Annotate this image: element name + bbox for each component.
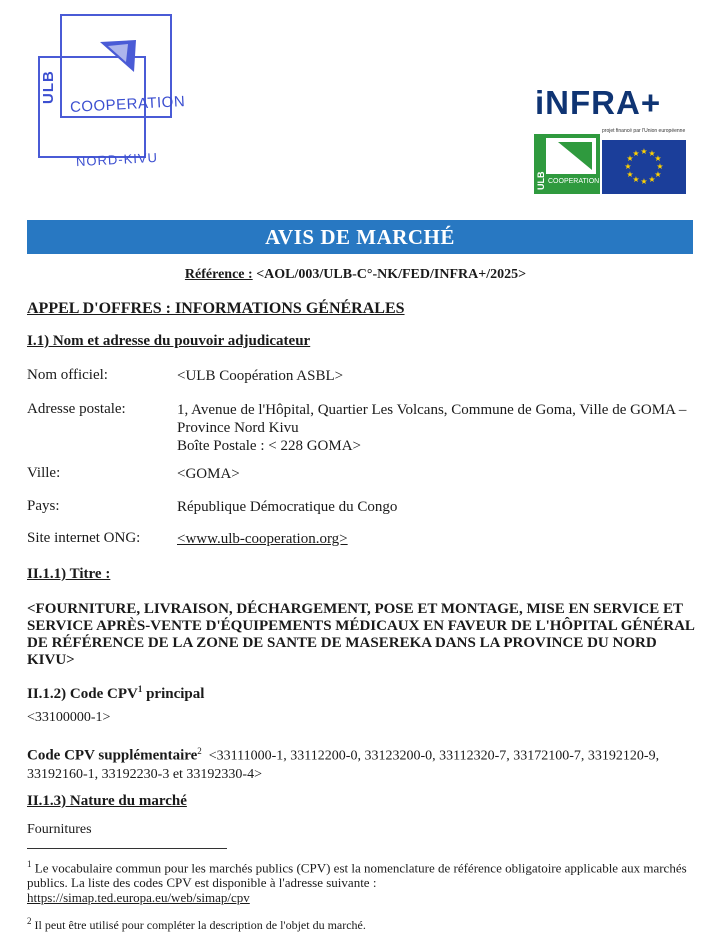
cpv-main-code: <33100000-1> — [27, 710, 111, 725]
stamp-cooperation-text: COOPERATION — [69, 92, 186, 117]
svg-text:★: ★ — [654, 154, 662, 163]
footnote-1-text: Le vocabulaire commun pour les marchés publics (CPV) est la nomenclature de référence obligatoire applicable aux marchés publics. La liste des codes CPV est disponible à l'adresse suivante : — [27, 860, 687, 891]
site-link[interactable]: <www.ulb-cooperation.org> — [177, 531, 348, 547]
footnote-2-text: Il peut être utilisé pour compléter la description de l'objet du marché. — [34, 918, 366, 932]
infra-plus-logo-graphic — [534, 128, 686, 194]
ulb-triangle-icon — [546, 138, 596, 174]
pays-value: République Démocratique du Congo — [177, 499, 398, 515]
svg-text:★: ★ — [656, 162, 664, 171]
stamp-triangle-icon — [98, 38, 138, 74]
adresse-label: Adresse postale: — [27, 401, 126, 417]
svg-text:★: ★ — [624, 162, 632, 171]
ulb-logo-ulb-text: ULB — [536, 171, 546, 190]
nature-value: Fournitures — [27, 822, 92, 837]
svg-text:★: ★ — [640, 177, 648, 186]
general-info-heading: APPEL D'OFFRES : INFORMATIONS GÉNÉRALES — [27, 300, 405, 317]
section-nature-heading: II.1.3) Nature du marché — [27, 793, 187, 809]
section-titre-heading: II.1.1) Titre : — [27, 566, 111, 582]
ulb-cooperation-stamp-logo — [34, 14, 184, 174]
footnote-2 — [27, 916, 697, 933]
cpv-heading-text: II.1.2) Code CPV — [27, 686, 138, 702]
reference-value: <AOL/003/ULB-C°-NK/FED/INFRA+/2025> — [256, 267, 527, 282]
nom-value: <ULB Coopération ASBL> — [177, 368, 344, 384]
stamp-region-text: NORD-KIVU — [75, 149, 159, 170]
svg-text:★: ★ — [654, 170, 662, 179]
cpv-footnote-ref-1: 1 — [137, 684, 143, 694]
field-nom-officiel — [27, 367, 697, 387]
field-site-internet — [27, 530, 697, 550]
nom-label: Nom officiel: — [27, 367, 108, 383]
stamp-ulb-text: ULB — [40, 70, 57, 104]
cpv-supp-label: Code CPV supplémentaire — [27, 747, 198, 764]
eu-stars-icon — [602, 140, 686, 194]
contract-title-text: <FOURNITURE, LIVRAISON, DÉCHARGEMENT, POSE ET MONTAGE, MISE EN SERVICE ET SERVICE APRÈS-VENTE D'ÉQUIPEMENTS MÉDICAUX EN FAVEUR DE L'HÔPITAL GÉNÉRAL DE RÉFÉRENCE DE LA ZONE DE SANTE DE MASEREKA DANS LA PROVINCE DU NORD KIVU> — [27, 601, 695, 668]
svg-text:★: ★ — [626, 154, 634, 163]
ville-label: Ville: — [27, 465, 61, 481]
svg-text:★: ★ — [632, 175, 640, 184]
footnote-separator — [27, 848, 227, 849]
notice-title-banner: AVIS DE MARCHÉ — [27, 220, 693, 254]
svg-text:★: ★ — [640, 147, 648, 156]
reference-label: Référence : — [184, 267, 253, 282]
ulb-logo-window — [546, 138, 596, 174]
svg-text:★: ★ — [632, 149, 640, 158]
adresse-line-1: 1, Avenue de l'Hôpital, Quartier Les Volcans, Commune de Goma, Ville de GOMA – Province Nord Kivu — [177, 402, 687, 436]
cpv-supplementary — [27, 742, 702, 784]
section-cpv-heading — [27, 684, 204, 703]
adresse-value — [177, 401, 697, 455]
field-adresse-postale — [27, 401, 697, 457]
cpv-heading-tail: principal — [142, 686, 205, 702]
eu-flag-icon — [602, 140, 686, 194]
section-1-1-heading: I.1) Nom et adresse du pouvoir adjudicateur — [27, 333, 311, 349]
reference-line — [0, 267, 711, 283]
svg-text:★: ★ — [626, 170, 634, 179]
field-ville — [27, 465, 697, 485]
svg-text:★: ★ — [648, 149, 656, 158]
adresse-line-2: Boîte Postale : < 228 GOMA> — [177, 438, 361, 454]
cpv-footnote-ref-2: 2 — [197, 746, 202, 756]
infra-plus-logo-title: iNFRA+ — [535, 84, 662, 121]
cpv-supp-codes: <33111000-1, 33112200-0, 33123200-0, 33112320-7, 33172100-7, 33192120-9, 33192160-1, 33192230-3 et 33192330-4> — [27, 748, 660, 782]
field-pays — [27, 498, 697, 518]
site-label: Site internet ONG: — [27, 530, 141, 546]
footnote-1-number: 1 — [27, 859, 32, 869]
ville-value: <GOMA> — [177, 466, 240, 482]
eu-funding-caption: projet financé par l'Union européenne — [602, 128, 686, 134]
ulb-logo-coop-text: COOPERATION — [548, 178, 600, 185]
footnote-1 — [27, 857, 697, 905]
ulb-green-logo — [534, 134, 600, 194]
cpv-list-link[interactable]: https://simap.ted.europa.eu/web/simap/cpv — [27, 890, 250, 906]
pays-label: Pays: — [27, 498, 60, 514]
footnote-2-number: 2 — [27, 916, 32, 926]
svg-text:★: ★ — [648, 175, 656, 184]
